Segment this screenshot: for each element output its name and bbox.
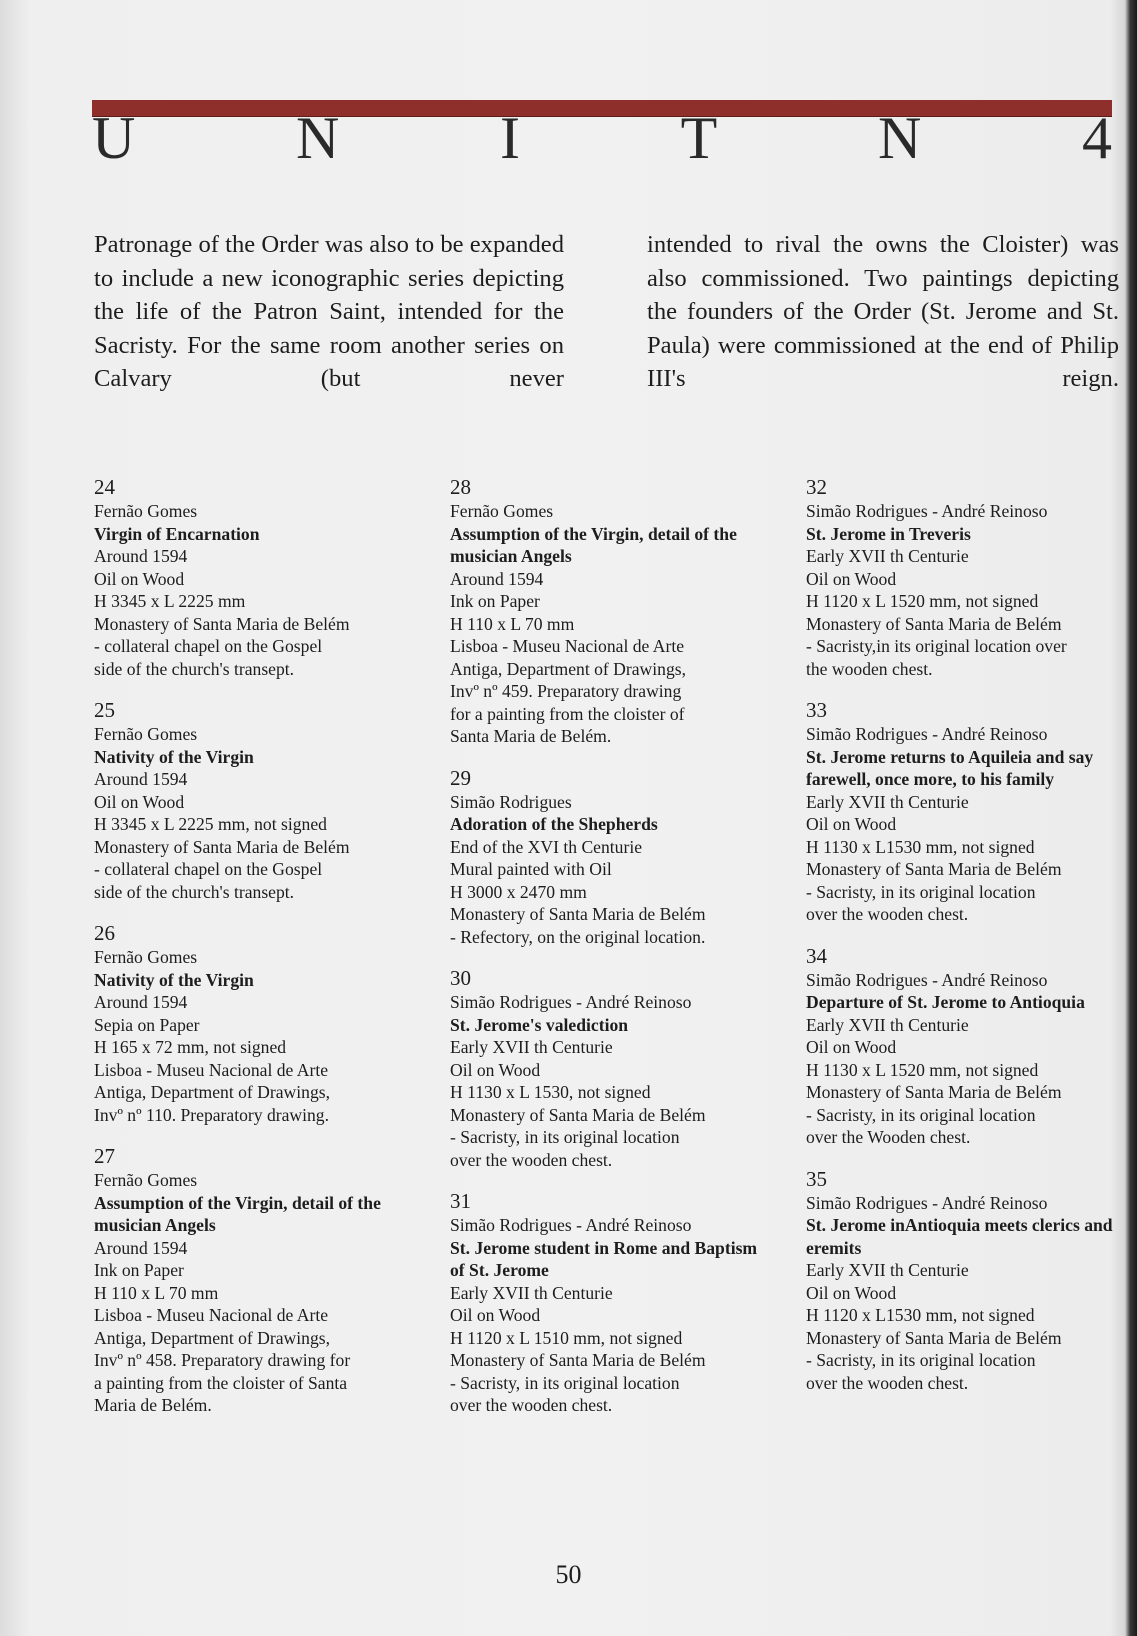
entry-detail: over the wooden chest. <box>450 1395 613 1415</box>
entry-detail: H 1130 x L 1520 mm, not signed <box>806 1059 1039 1080</box>
entry-detail: Oil on Wood <box>806 568 897 589</box>
entry-detail: side of the church's transept. <box>94 658 295 679</box>
catalogue-column-2 <box>450 475 768 1435</box>
entry-detail: Around 1594 <box>94 546 188 566</box>
entry-detail: over the Wooden chest. <box>806 1127 971 1147</box>
catalogue-entry <box>806 698 1124 926</box>
entry-title: Assumption of the Virgin, detail of the musician Angels <box>94 1192 381 1235</box>
entry-detail: Monastery of Santa Maria de Belém <box>94 836 350 857</box>
catalogue-entry <box>806 1167 1124 1395</box>
entry-detail: Oil on Wood <box>94 791 185 812</box>
entry-detail: Oil on Wood <box>94 568 185 589</box>
entry-detail: a painting from the cloister of Santa <box>94 1372 348 1393</box>
entry-detail: H 3345 x L 2225 mm, not signed <box>94 814 327 834</box>
entry-detail: - collateral chapel on the Gospel <box>94 636 323 656</box>
entry-number: 35 <box>806 1166 827 1191</box>
entry-title: St. Jerome's valediction <box>450 1014 629 1035</box>
unit-letter: U <box>92 105 136 171</box>
entry-title: Virgin of Encarnation <box>94 523 260 544</box>
entry-artist: Fernão Gomes <box>450 501 554 521</box>
entry-detail: Around 1594 <box>450 568 544 589</box>
entry-detail: H 1120 x L1530 mm, not signed <box>806 1305 1035 1325</box>
entry-number: 33 <box>806 698 827 722</box>
entry-detail: Sepia on Paper <box>94 1014 200 1035</box>
entry-detail: Lisboa - Museu Nacional de Arte <box>94 1305 329 1325</box>
entry-detail: Monastery of Santa Maria de Belém <box>94 613 350 634</box>
entry-number: 25 <box>94 698 115 722</box>
entry-detail: Early XVII th Centurie <box>806 791 969 812</box>
entry-artist: Fernão Gomes <box>94 724 198 744</box>
entry-detail: side of the church's transept. <box>94 881 295 902</box>
entry-detail: Ink on Paper <box>450 591 540 611</box>
catalogue-column-3 <box>806 475 1124 1412</box>
catalogue-entry <box>450 766 768 949</box>
entry-detail: H 165 x 72 mm, not signed <box>94 1037 287 1057</box>
entry-number: 24 <box>94 475 115 499</box>
entry-number: 31 <box>450 1189 471 1213</box>
entry-title: Adoration of the Shepherds <box>450 814 658 834</box>
entry-detail: over the wooden chest. <box>806 1372 969 1393</box>
entry-detail: Early XVII th Centurie <box>450 1037 613 1057</box>
catalogue-entry <box>806 944 1124 1149</box>
unit-letter: N <box>296 105 340 171</box>
entry-detail: H 1130 x L 1530, not signed <box>450 1082 651 1102</box>
catalogue-column-1 <box>94 475 424 1435</box>
unit-heading <box>92 105 1112 171</box>
entry-detail: Invº nº 458. Preparatory drawing for <box>94 1350 351 1370</box>
entry-detail: Monastery of Santa Maria de Belém <box>450 1104 706 1125</box>
entry-detail: Monastery of Santa Maria de Belém <box>450 1350 706 1370</box>
entry-number: 30 <box>450 966 471 990</box>
entry-artist: Simão Rodrigues - André Reinoso <box>450 992 692 1012</box>
entry-detail: Santa Maria de Belém. <box>450 726 612 746</box>
entry-detail: Invº nº 459. Preparatory drawing <box>450 681 682 701</box>
entry-detail: H 3000 x 2470 mm <box>450 881 587 902</box>
entry-detail: - Sacristy, in its original location <box>806 1350 1036 1370</box>
entry-artist: Simão Rodrigues - André Reinoso <box>450 1215 692 1235</box>
entry-detail: H 110 x L 70 mm <box>450 613 575 634</box>
catalogue-entry <box>94 698 424 903</box>
catalogue-entry <box>450 475 768 748</box>
entry-number: 32 <box>806 475 827 499</box>
entry-detail: End of the XVI th Centurie <box>450 836 643 857</box>
entry-title: St. Jerome student in Rome and Baptism of St. Jerome <box>450 1237 758 1280</box>
entry-detail: - Sacristy, in its original location <box>450 1127 680 1147</box>
unit-letter: I <box>500 105 520 171</box>
entry-detail: Oil on Wood <box>806 814 897 834</box>
unit-letter: N <box>877 105 922 171</box>
entry-detail: - Sacristy,in its original location over <box>806 636 1067 656</box>
entry-artist: Simão Rodrigues - André Reinoso <box>806 501 1048 521</box>
entry-artist: Simão Rodrigues - André Reinoso <box>806 1192 1048 1213</box>
entry-detail: Lisboa - Museu Nacional de Arte <box>94 1059 329 1080</box>
entry-title: Nativity of the Virgin <box>94 746 254 767</box>
entry-detail: Oil on Wood <box>450 1059 541 1080</box>
catalogue-entry <box>450 1189 768 1417</box>
entry-detail: Early XVII th Centurie <box>806 1014 969 1035</box>
entry-detail: for a painting from the cloister of <box>450 703 685 724</box>
entry-detail: Monastery of Santa Maria de Belém <box>450 904 706 924</box>
unit-letter: T <box>680 105 718 171</box>
entry-number: 26 <box>94 921 115 945</box>
entry-detail: - Sacristy, in its original location <box>806 1104 1036 1125</box>
entry-detail: Antiga, Department of Drawings, <box>94 1082 330 1102</box>
catalogue-entry <box>806 475 1124 680</box>
entry-number: 28 <box>450 475 471 499</box>
entry-artist: Fernão Gomes <box>94 1170 198 1190</box>
entry-detail: Invº nº 110. Preparatory drawing. <box>94 1104 330 1125</box>
entry-detail: over the wooden chest. <box>806 904 969 924</box>
catalogue-entry <box>94 475 424 680</box>
entry-artist: Simão Rodrigues - André Reinoso <box>806 724 1048 744</box>
entry-title: St. Jerome returns to Aquileia and say farewell, once more, to his family <box>806 746 1094 789</box>
entry-detail: H 1120 x L 1510 mm, not signed <box>450 1327 683 1348</box>
entry-detail: Early XVII th Centurie <box>806 1260 969 1280</box>
entry-detail: Early XVII th Centurie <box>806 546 969 566</box>
entry-detail: - collateral chapel on the Gospel <box>94 859 323 879</box>
entry-detail: Around 1594 <box>94 769 188 789</box>
unit-number: 4 <box>1081 105 1112 171</box>
entry-detail: Monastery of Santa Maria de Belém <box>806 859 1062 879</box>
catalogue-entry <box>94 921 424 1126</box>
entry-number: 34 <box>806 943 827 968</box>
page-number: 50 <box>555 1560 582 1589</box>
entry-detail: Around 1594 <box>94 1237 188 1258</box>
entry-detail: - Sacristy, in its original location <box>806 881 1036 902</box>
entry-artist: Simão Rodrigues - André Reinoso <box>806 969 1048 990</box>
entry-detail: Antiga, Department of Drawings, <box>450 658 686 679</box>
catalogue-entry <box>450 966 768 1171</box>
intro-paragraph-right: intended to rival the owns the Cloister) was also commissioned. Two paintings depicting the founders of the Order (St. Jerome and St. Paula) were commissioned at the end of Philip III's reign. <box>647 231 1119 392</box>
entry-detail: H 110 x L 70 mm <box>94 1282 219 1303</box>
entry-artist: Fernão Gomes <box>94 501 198 521</box>
entry-title: St. Jerome inAntioquia meets clerics and eremits <box>806 1215 1113 1258</box>
catalogue-entry <box>94 1144 424 1417</box>
entry-detail: Ink on Paper <box>94 1260 184 1280</box>
entry-title: St. Jerome in Treveris <box>806 523 971 544</box>
entry-detail: over the wooden chest. <box>450 1149 613 1170</box>
entry-detail: Lisboa - Museu Nacional de Arte <box>450 636 685 656</box>
entry-detail: Antiga, Department of Drawings, <box>94 1327 330 1348</box>
entry-artist: Fernão Gomes <box>94 947 198 967</box>
entry-artist: Simão Rodrigues <box>450 791 572 812</box>
entry-detail: Monastery of Santa Maria de Belém <box>806 1327 1062 1348</box>
entry-title: Departure of St. Jerome to Antioquia <box>806 992 1085 1012</box>
entry-title: Assumption of the Virgin, detail of the musician Angels <box>450 523 737 566</box>
entry-detail: Mural painted with Oil <box>450 859 612 879</box>
entry-detail: - Refectory, on the original location. <box>450 926 706 947</box>
entry-detail: - Sacristy, in its original location <box>450 1372 680 1393</box>
entry-number: 27 <box>94 1144 115 1168</box>
entry-detail: Around 1594 <box>94 992 188 1012</box>
entry-detail: H 1120 x L 1520 mm, not signed <box>806 591 1039 611</box>
entry-detail: H 3345 x L 2225 mm <box>94 591 246 611</box>
entry-detail: Maria de Belém. <box>94 1395 212 1415</box>
entry-number: 29 <box>450 765 471 790</box>
entry-detail: H 1130 x L1530 mm, not signed <box>806 836 1035 857</box>
entry-detail: Early XVII th Centurie <box>450 1282 613 1303</box>
entry-detail: Monastery of Santa Maria de Belém <box>806 613 1062 634</box>
entry-detail: Oil on Wood <box>806 1282 897 1303</box>
entry-detail: Monastery of Santa Maria de Belém <box>806 1082 1062 1102</box>
entry-detail: the wooden chest. <box>806 658 933 679</box>
entry-title: Nativity of the Virgin <box>94 969 254 990</box>
intro-paragraph-left: Patronage of the Order was also to be expanded to include a new iconographic series depicting the life of the Patron Saint, intended for the Sacristy. For the same room another series on Calvary (but never <box>94 231 564 392</box>
entry-detail: Oil on Wood <box>806 1037 897 1057</box>
entry-detail: Oil on Wood <box>450 1305 541 1325</box>
